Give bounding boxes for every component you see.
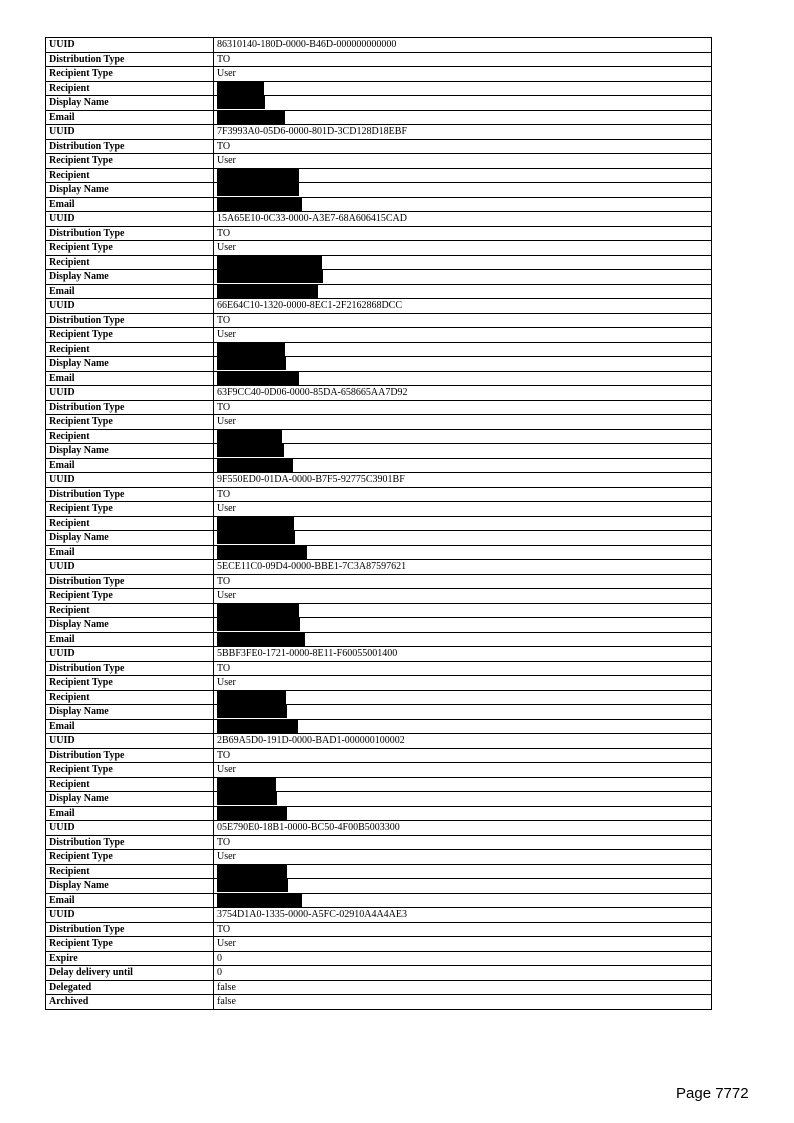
property-row	[46, 763, 712, 778]
property-row	[46, 444, 712, 459]
property-row	[46, 270, 712, 285]
property-row	[46, 589, 712, 604]
property-row	[46, 864, 712, 879]
property-row	[46, 545, 712, 560]
property-value-distribution-type: TO	[214, 748, 712, 763]
redacted-value-cell	[214, 255, 712, 270]
property-row	[46, 821, 712, 836]
property-label-uuid: UUID	[46, 38, 214, 53]
property-row	[46, 835, 712, 850]
property-label-uuid: UUID	[46, 908, 214, 923]
property-value-distribution-type: TO	[214, 400, 712, 415]
property-label-uuid: UUID	[46, 386, 214, 401]
property-row	[46, 226, 712, 241]
property-value-recipient-type: User	[214, 415, 712, 430]
redaction-bar	[217, 720, 298, 733]
redaction-bar	[217, 879, 288, 892]
property-row	[46, 52, 712, 67]
property-label-recipient: Recipient	[46, 777, 214, 792]
property-row	[46, 603, 712, 618]
redacted-value-cell	[214, 197, 712, 212]
property-label-distribution-type: Distribution Type	[46, 226, 214, 241]
property-row	[46, 81, 712, 96]
redacted-value-cell	[214, 96, 712, 111]
property-row	[46, 879, 712, 894]
property-value-uuid: 7F3993A0-05D6-0000-801D-3CD128D18EBF	[214, 125, 712, 140]
property-row	[46, 96, 712, 111]
property-value-recipient-type: User	[214, 67, 712, 82]
property-row	[46, 748, 712, 763]
property-label-display-name: Display Name	[46, 792, 214, 807]
redaction-bar	[217, 357, 286, 370]
property-row	[46, 980, 712, 995]
properties-table	[45, 37, 712, 1010]
redaction-bar	[217, 618, 300, 631]
property-value-uuid: 66E64C10-1320-0000-8EC1-2F2162868DCC	[214, 299, 712, 314]
property-label-distribution-type: Distribution Type	[46, 748, 214, 763]
property-row	[46, 705, 712, 720]
redaction-bar	[217, 256, 322, 269]
property-row	[46, 473, 712, 488]
redaction-bar	[217, 183, 299, 196]
property-row	[46, 719, 712, 734]
redacted-value-cell	[214, 879, 712, 894]
property-value-recipient-type: User	[214, 502, 712, 517]
redaction-bar	[217, 459, 293, 472]
property-label-uuid: UUID	[46, 821, 214, 836]
property-row	[46, 893, 712, 908]
redacted-value-cell	[214, 777, 712, 792]
redacted-value-cell	[214, 357, 712, 372]
property-row	[46, 67, 712, 82]
property-value-distribution-type: TO	[214, 52, 712, 67]
property-label-recipient-type: Recipient Type	[46, 763, 214, 778]
redacted-value-cell	[214, 531, 712, 546]
property-row	[46, 531, 712, 546]
property-label-display-name: Display Name	[46, 357, 214, 372]
property-value-uuid: 15A65E10-0C33-0000-A3E7-68A606415CAD	[214, 212, 712, 227]
property-value-distribution-type: TO	[214, 313, 712, 328]
property-label-recipient-type: Recipient Type	[46, 937, 214, 952]
redacted-value-cell	[214, 270, 712, 285]
property-label-display-name: Display Name	[46, 270, 214, 285]
property-label-distribution-type: Distribution Type	[46, 835, 214, 850]
redaction-bar	[217, 865, 287, 878]
redacted-value-cell	[214, 81, 712, 96]
property-label-display-name: Display Name	[46, 444, 214, 459]
property-label-uuid: UUID	[46, 299, 214, 314]
redacted-value-cell	[214, 458, 712, 473]
property-row	[46, 371, 712, 386]
property-value-uuid: 2B69A5D0-191D-0000-BAD1-000000100002	[214, 734, 712, 749]
property-row	[46, 951, 712, 966]
property-label-email: Email	[46, 632, 214, 647]
property-label-distribution-type: Distribution Type	[46, 52, 214, 67]
property-label-distribution-type: Distribution Type	[46, 313, 214, 328]
redacted-value-cell	[214, 516, 712, 531]
property-label-recipient-type: Recipient Type	[46, 502, 214, 517]
property-value-recipient-type: User	[214, 589, 712, 604]
property-row	[46, 676, 712, 691]
redacted-value-cell	[214, 618, 712, 633]
property-label-recipient: Recipient	[46, 342, 214, 357]
redaction-bar	[217, 270, 323, 283]
property-row	[46, 487, 712, 502]
property-label-display-name: Display Name	[46, 531, 214, 546]
property-row	[46, 357, 712, 372]
property-label-display-name: Display Name	[46, 618, 214, 633]
redaction-bar	[217, 169, 299, 182]
redaction-bar	[217, 517, 294, 530]
property-row	[46, 777, 712, 792]
property-value-recipient-type: User	[214, 937, 712, 952]
property-label-distribution-type: Distribution Type	[46, 487, 214, 502]
property-value-distribution-type: TO	[214, 574, 712, 589]
redaction-bar	[217, 82, 264, 95]
redaction-bar	[217, 691, 286, 704]
property-value-recipient-type: User	[214, 328, 712, 343]
property-value-distribution-type: TO	[214, 139, 712, 154]
property-row	[46, 632, 712, 647]
property-row	[46, 212, 712, 227]
redaction-bar	[217, 111, 285, 124]
property-row	[46, 110, 712, 125]
redacted-value-cell	[214, 545, 712, 560]
property-row	[46, 516, 712, 531]
redaction-bar	[217, 430, 282, 443]
property-label-recipient-type: Recipient Type	[46, 415, 214, 430]
redacted-value-cell	[214, 792, 712, 807]
property-row	[46, 661, 712, 676]
property-row	[46, 502, 712, 517]
properties-table-body	[46, 38, 712, 1010]
property-value-uuid: 5ECE11C0-09D4-0000-BBE1-7C3A87597621	[214, 560, 712, 575]
redaction-bar	[217, 96, 265, 109]
property-value-distribution-type: TO	[214, 835, 712, 850]
property-label-uuid: UUID	[46, 473, 214, 488]
property-label-recipient: Recipient	[46, 81, 214, 96]
property-label-distribution-type: Distribution Type	[46, 661, 214, 676]
property-label-display-name: Display Name	[46, 705, 214, 720]
property-label-archived: Archived	[46, 995, 214, 1010]
redaction-bar	[217, 444, 284, 457]
redacted-value-cell	[214, 690, 712, 705]
property-row	[46, 139, 712, 154]
redacted-value-cell	[214, 168, 712, 183]
property-row	[46, 792, 712, 807]
property-row	[46, 313, 712, 328]
property-row	[46, 125, 712, 140]
property-row	[46, 995, 712, 1010]
property-row	[46, 168, 712, 183]
redaction-bar	[217, 343, 285, 356]
property-row	[46, 618, 712, 633]
property-label-recipient-type: Recipient Type	[46, 676, 214, 691]
property-label-display-name: Display Name	[46, 879, 214, 894]
property-value-uuid: 3754D1A0-1335-0000-A5FC-02910A4A4AE3	[214, 908, 712, 923]
property-value-recipient-type: User	[214, 850, 712, 865]
property-value-recipient-type: User	[214, 676, 712, 691]
property-row	[46, 183, 712, 198]
property-row	[46, 560, 712, 575]
property-label-delegated: Delegated	[46, 980, 214, 995]
redacted-value-cell	[214, 806, 712, 821]
property-label-email: Email	[46, 284, 214, 299]
property-value-delegated: false	[214, 980, 712, 995]
property-row	[46, 458, 712, 473]
property-value-distribution-type: TO	[214, 661, 712, 676]
property-label-recipient-type: Recipient Type	[46, 589, 214, 604]
property-label-uuid: UUID	[46, 560, 214, 575]
property-row	[46, 400, 712, 415]
property-row	[46, 690, 712, 705]
property-row	[46, 328, 712, 343]
property-label-recipient-type: Recipient Type	[46, 850, 214, 865]
redacted-value-cell	[214, 444, 712, 459]
property-label-uuid: UUID	[46, 125, 214, 140]
property-row	[46, 299, 712, 314]
property-row	[46, 574, 712, 589]
redaction-bar	[217, 894, 302, 907]
property-label-recipient-type: Recipient Type	[46, 328, 214, 343]
property-value-uuid: 9F550ED0-01DA-0000-B7F5-92775C3901BF	[214, 473, 712, 488]
property-label-recipient: Recipient	[46, 516, 214, 531]
property-row	[46, 734, 712, 749]
property-row	[46, 922, 712, 937]
property-row	[46, 806, 712, 821]
property-row	[46, 415, 712, 430]
property-value-distribution-type: TO	[214, 922, 712, 937]
redacted-value-cell	[214, 429, 712, 444]
property-label-email: Email	[46, 545, 214, 560]
redaction-bar	[217, 531, 295, 544]
redaction-bar	[217, 807, 287, 820]
property-row	[46, 154, 712, 169]
redaction-bar	[217, 546, 307, 559]
property-row	[46, 342, 712, 357]
redacted-value-cell	[214, 864, 712, 879]
redacted-value-cell	[214, 371, 712, 386]
property-label-recipient: Recipient	[46, 603, 214, 618]
property-row	[46, 241, 712, 256]
property-row	[46, 966, 712, 981]
property-label-distribution-type: Distribution Type	[46, 922, 214, 937]
property-label-display-name: Display Name	[46, 96, 214, 111]
redaction-bar	[217, 633, 305, 646]
property-value-distribution-type: TO	[214, 226, 712, 241]
redacted-value-cell	[214, 719, 712, 734]
property-value-uuid: 5BBF3FE0-1721-0000-8E11-F60055001400	[214, 647, 712, 662]
property-label-email: Email	[46, 371, 214, 386]
property-label-delay-delivery-until: Delay delivery until	[46, 966, 214, 981]
redacted-value-cell	[214, 284, 712, 299]
redaction-bar	[217, 285, 318, 298]
property-value-expire: 0	[214, 951, 712, 966]
property-value-uuid: 86310140-180D-0000-B46D-000000000000	[214, 38, 712, 53]
redacted-value-cell	[214, 893, 712, 908]
property-value-archived: false	[214, 995, 712, 1010]
property-label-uuid: UUID	[46, 212, 214, 227]
property-value-recipient-type: User	[214, 154, 712, 169]
property-row	[46, 429, 712, 444]
property-label-email: Email	[46, 458, 214, 473]
property-label-email: Email	[46, 893, 214, 908]
redacted-value-cell	[214, 632, 712, 647]
property-label-recipient: Recipient	[46, 255, 214, 270]
property-label-distribution-type: Distribution Type	[46, 139, 214, 154]
property-value-recipient-type: User	[214, 241, 712, 256]
redaction-bar	[217, 705, 287, 718]
redaction-bar	[217, 604, 299, 617]
redacted-value-cell	[214, 603, 712, 618]
property-row	[46, 197, 712, 212]
redaction-bar	[217, 198, 302, 211]
property-value-delay-delivery-until: 0	[214, 966, 712, 981]
redacted-value-cell	[214, 705, 712, 720]
redacted-value-cell	[214, 110, 712, 125]
property-label-email: Email	[46, 719, 214, 734]
property-label-recipient-type: Recipient Type	[46, 154, 214, 169]
property-label-uuid: UUID	[46, 647, 214, 662]
property-row	[46, 937, 712, 952]
property-label-recipient-type: Recipient Type	[46, 67, 214, 82]
property-value-uuid: 05E790E0-18B1-0000-BC50-4F00B5003300	[214, 821, 712, 836]
property-label-email: Email	[46, 110, 214, 125]
redaction-bar	[217, 792, 277, 805]
property-row	[46, 850, 712, 865]
property-value-uuid: 63F9CC40-0D06-0000-85DA-658665AA7D92	[214, 386, 712, 401]
property-row	[46, 647, 712, 662]
redacted-value-cell	[214, 342, 712, 357]
property-label-recipient-type: Recipient Type	[46, 241, 214, 256]
page-number: Page 7772	[676, 1085, 749, 1102]
redaction-bar	[217, 372, 299, 385]
property-label-expire: Expire	[46, 951, 214, 966]
property-label-distribution-type: Distribution Type	[46, 400, 214, 415]
redacted-value-cell	[214, 183, 712, 198]
property-value-distribution-type: TO	[214, 487, 712, 502]
property-row	[46, 284, 712, 299]
property-label-recipient: Recipient	[46, 168, 214, 183]
property-label-recipient: Recipient	[46, 864, 214, 879]
property-value-recipient-type: User	[214, 763, 712, 778]
property-row	[46, 255, 712, 270]
property-label-recipient: Recipient	[46, 429, 214, 444]
property-label-distribution-type: Distribution Type	[46, 574, 214, 589]
property-row	[46, 38, 712, 53]
property-row	[46, 386, 712, 401]
property-label-uuid: UUID	[46, 734, 214, 749]
redaction-bar	[217, 778, 276, 791]
property-label-email: Email	[46, 806, 214, 821]
property-row	[46, 908, 712, 923]
property-label-display-name: Display Name	[46, 183, 214, 198]
property-label-email: Email	[46, 197, 214, 212]
property-label-recipient: Recipient	[46, 690, 214, 705]
